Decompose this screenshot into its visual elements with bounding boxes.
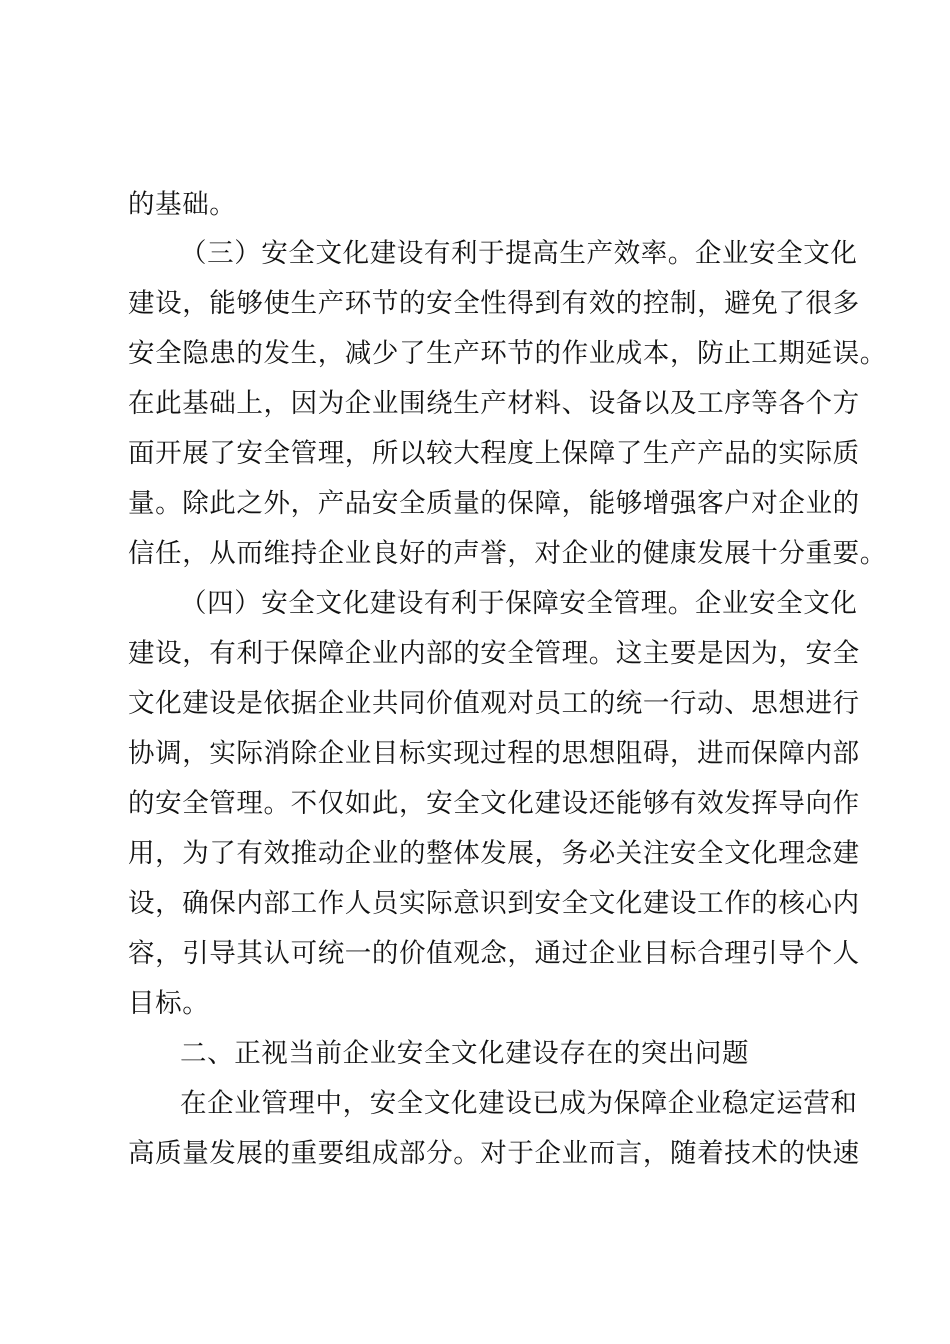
paragraph-three-heading-line: （三）安全文化建设有利于提高生产效率。企业安全文化 — [180, 238, 858, 269]
section-two-heading: 二、正视当前企业安全文化建设存在的突出问题 — [180, 1038, 750, 1069]
text-line: 协调，实际消除企业目标实现过程的思想阻碍，进而保障内部 — [128, 738, 860, 769]
text-line: 用，为了有效推动企业的整体发展，务必关注安全文化理念建 — [128, 838, 860, 869]
text-line: 的安全管理。不仅如此，安全文化建设还能够有效发挥导向作 — [128, 788, 860, 819]
text-line: 文化建设是依据企业共同价值观对员工的统一行动、思想进行 — [128, 688, 860, 719]
text-line: 目标。 — [128, 988, 210, 1019]
text-line: 安全隐患的发生，减少了生产环节的作业成本，防止工期延误。 — [128, 338, 887, 369]
text-line: 面开展了安全管理，所以较大程度上保障了生产产品的实际质 — [128, 438, 860, 469]
text-line: 信任，从而维持企业良好的声誉，对企业的健康发展十分重要。 — [128, 538, 887, 569]
text-line: 在企业管理中，安全文化建设已成为保障企业稳定运营和 — [180, 1088, 858, 1119]
text-line: 在此基础上，因为企业围绕生产材料、设备以及工序等各个方 — [128, 388, 860, 419]
paragraph-four-heading-line: （四）安全文化建设有利于保障安全管理。企业安全文化 — [180, 588, 858, 619]
text-line: 的基础。 — [128, 189, 237, 220]
text-line: 建设，有利于保障企业内部的安全管理。这主要是因为，安全 — [128, 638, 860, 669]
text-line: 量。除此之外，产品安全质量的保障，能够增强客户对企业的 — [128, 488, 860, 519]
text-line: 容，引导其认可统一的价值观念，通过企业目标合理引导个人 — [128, 938, 860, 969]
text-line: 设，确保内部工作人员实际意识到安全文化建设工作的核心内 — [128, 888, 860, 919]
text-line: 建设，能够使生产环节的安全性得到有效的控制，避免了很多 — [128, 288, 860, 319]
text-line: 高质量发展的重要组成部分。对于企业而言，随着技术的快速 — [128, 1138, 860, 1169]
